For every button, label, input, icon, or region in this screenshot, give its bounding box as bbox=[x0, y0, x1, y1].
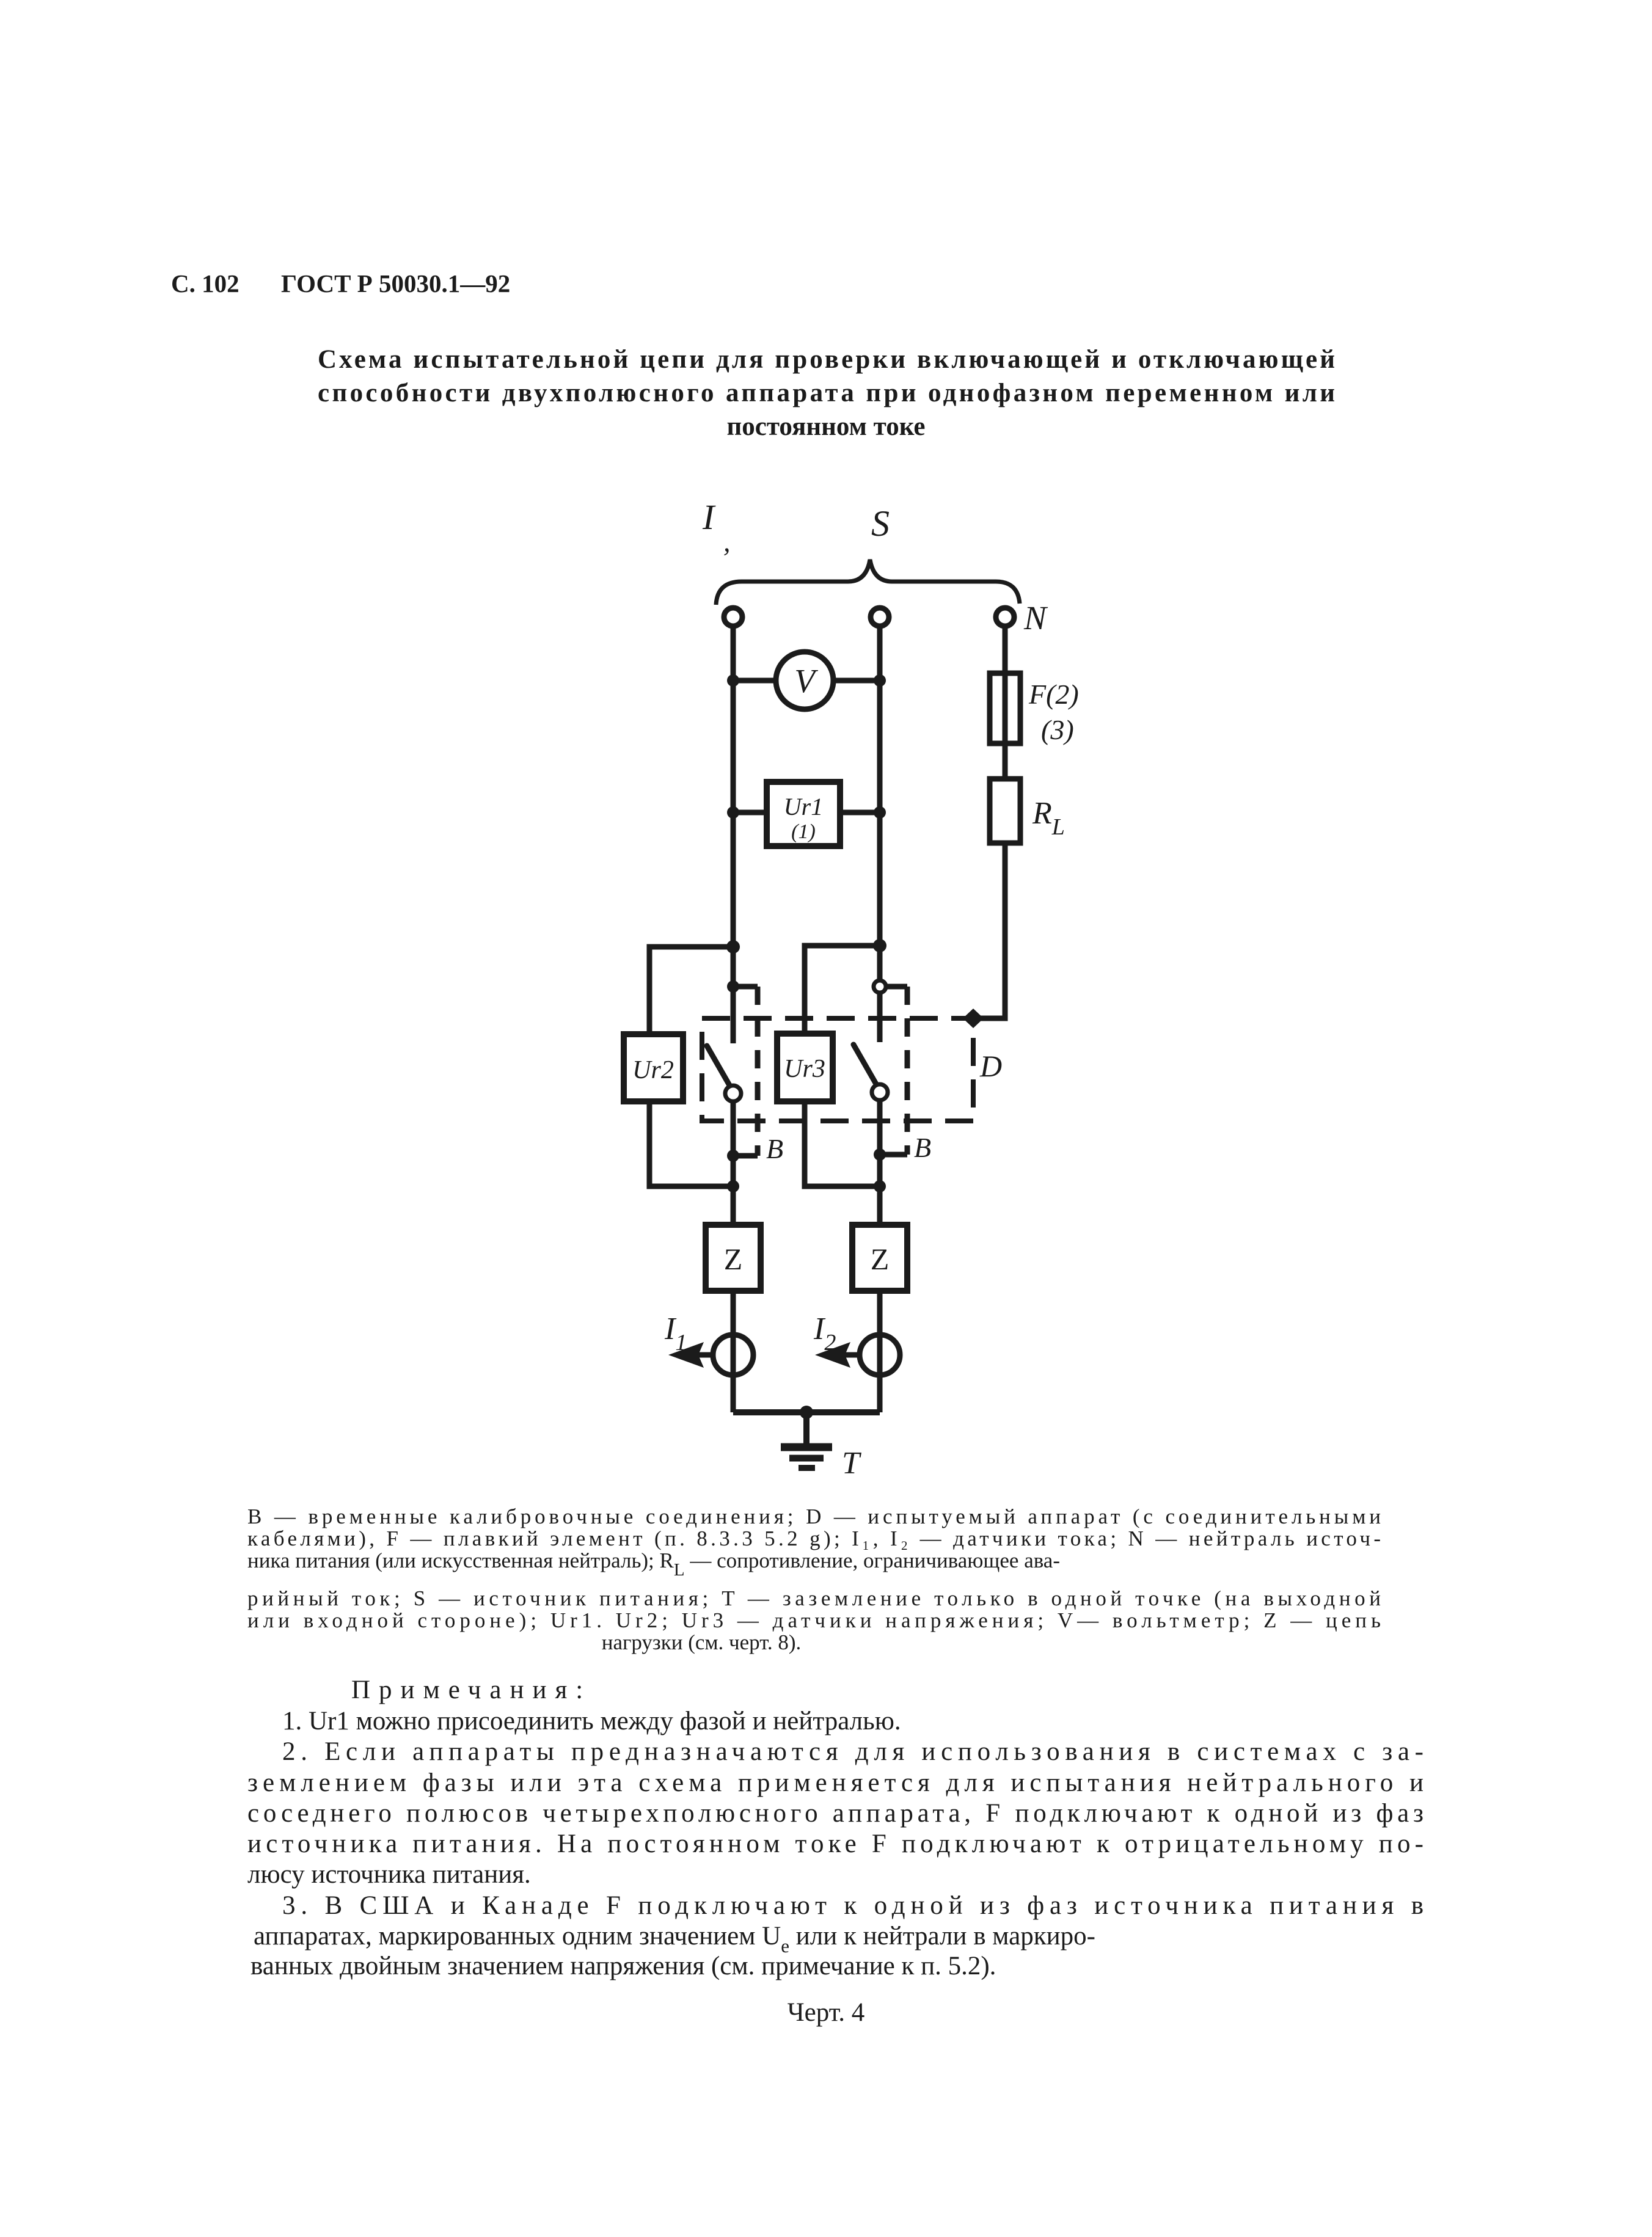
note-2-line-1: 2. Если аппараты предназначаются для использования в системах с за- bbox=[282, 1737, 1424, 1766]
i2-label-subscript: 2 bbox=[824, 1330, 836, 1356]
b-right-label: B bbox=[914, 1132, 932, 1163]
neutral-label: N bbox=[1024, 599, 1047, 637]
i2-label-main: I bbox=[814, 1312, 825, 1346]
voltmeter-label: V bbox=[794, 662, 815, 699]
ur2-label: Ur2 bbox=[632, 1056, 674, 1084]
page-header bbox=[171, 269, 510, 297]
notes-heading: Примечания: bbox=[351, 1676, 592, 1704]
ur1-label: Ur1 bbox=[783, 793, 824, 820]
switch1-hinge bbox=[725, 1086, 741, 1101]
note-2-line-2: землением фазы или эта схема применяется для испытания нейтрального и bbox=[247, 1768, 1424, 1797]
title-line-2: способности двухполюсного аппарата при однофазном переменном или bbox=[318, 379, 1335, 407]
phase-label-mark: , bbox=[723, 526, 731, 557]
legend-line-2: кабелями), F — плавкий элемент (п. 8.3.3 5.2 g); I₁, I₂ — датчики тока; N — нейтраль источ- bbox=[247, 1527, 1381, 1550]
legend-line-3-pre: ника питания (или искусственная нейтраль); R bbox=[247, 1549, 674, 1572]
note-2-line-4: источника питания. На постоянном токе F подключают к отрицательному по- bbox=[247, 1830, 1424, 1858]
legend-line-3-subscript: L bbox=[673, 1560, 685, 1580]
b-right-tap-ring bbox=[874, 980, 886, 993]
resistor-label-main: R bbox=[1032, 796, 1052, 831]
neutral-terminal bbox=[996, 608, 1014, 626]
note-2-line-5: люсу источника питания. bbox=[247, 1860, 531, 1889]
b-left-label: B bbox=[766, 1133, 784, 1164]
switch2-hinge bbox=[872, 1084, 888, 1100]
note-3-line-2-pre: аппаратах, маркированных одним значением U bbox=[254, 1922, 781, 1951]
source-label: S bbox=[871, 503, 890, 544]
note-2-line-3: соседнего полюсов четырехполюсного аппарата, F подключают к одной из фаз bbox=[247, 1799, 1424, 1828]
phase-label: I bbox=[703, 497, 715, 537]
note-3-line-2-post: или к нейтрали в маркиро- bbox=[789, 1922, 1095, 1951]
fuse-label-line1: F(2) bbox=[1029, 679, 1079, 710]
resistor-rl-body bbox=[990, 779, 1020, 843]
figure-caption: Черт. 4 bbox=[787, 1998, 865, 2027]
supply-terminal-2 bbox=[871, 608, 889, 626]
note-1: 1. Ur1 можно присоединить между фазой и нейтралью. bbox=[282, 1707, 901, 1735]
note-3-line-3: ванных двойным значением напряжения (см. примечание к п. 5.2). bbox=[250, 1952, 996, 1980]
title-line-3: постоянном токе bbox=[726, 412, 926, 441]
page-number: С. 102 bbox=[171, 269, 239, 297]
resistor-label-subscript: L bbox=[1051, 814, 1065, 840]
note-3-line-1: 3. В США и Канаде F подключают к одной из фаз источника питания в bbox=[282, 1891, 1424, 1920]
legend-line-1: B — временные калибровочные соединения; D — испытуемый аппарат (с соединительными bbox=[247, 1505, 1381, 1528]
z-left-label: Z bbox=[723, 1242, 743, 1276]
standard-number: ГОСТ Р 50030.1—92 bbox=[281, 269, 511, 297]
legend-line-6: нагрузки (см. черт. 8). bbox=[601, 1630, 802, 1654]
legend-line-3-post: — сопротивление, ограничивающее ава- bbox=[684, 1549, 1060, 1572]
i1-label-subscript: 1 bbox=[675, 1330, 687, 1356]
ur1-sub-label: (1) bbox=[791, 820, 816, 843]
note-3-line-2-subscript: e bbox=[781, 1935, 789, 1957]
legend-line-5: или входной стороне); Ur1. Ur2; Ur3 — датчики напряжения; V— вольтметр; Z — цепь bbox=[247, 1608, 1381, 1632]
supply-terminal-1 bbox=[724, 608, 742, 626]
i1-label-main: I bbox=[665, 1312, 676, 1346]
ur3-label: Ur3 bbox=[784, 1055, 825, 1083]
z-right-label: Z bbox=[870, 1242, 890, 1276]
title-line-1: Схема испытательной цепи для проверки включающей и отключающей bbox=[318, 345, 1335, 374]
ground-label: T bbox=[842, 1446, 860, 1481]
legend-line-4: рийный ток; S — источник питания; T — заземление только в одной точке (на выходной bbox=[247, 1586, 1381, 1610]
fuse-label-line2: (3) bbox=[1041, 714, 1074, 745]
device-label: D bbox=[980, 1049, 1003, 1083]
